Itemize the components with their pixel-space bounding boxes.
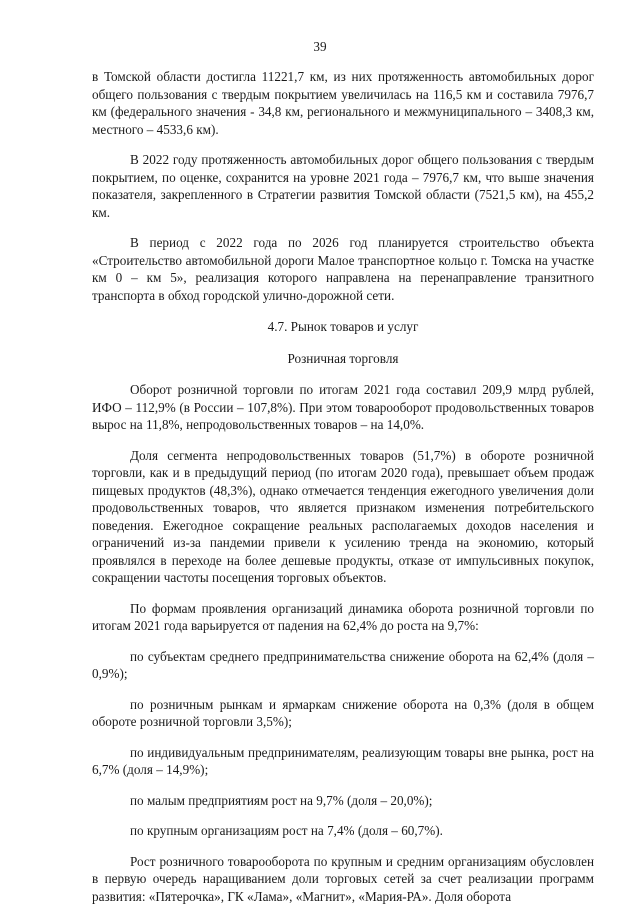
paragraph-retail-chains: Рост розничного товарооборота по крупным и средним организациям обусловлен в первую очередь наращиванием доли торговых сетей за счет реализации программ развития: «Пятерочка», ГК «Лама», «Магнит», «Мария-РА». Доля оборота (92, 853, 594, 904)
page-number: 39 (313, 39, 327, 54)
list-item: по индивидуальным предпринимателям, реализующим товары вне рынка, рост на 6,7% (доля – 14,9%); (92, 744, 594, 777)
paragraph-dynamics-intro: По формам проявления организаций динамика оборота розничной торговли по итогам 2021 года варьируется от падения на 62,4% до роста на 9,7%: (92, 600, 594, 633)
paragraph-nonfood-share: Доля сегмента непродовольственных товаров (51,7%) в обороте розничной торговли, как и в предыдущий период (по итогам 2020 года), превышает объем продаж пищевых продуктов (48,3%), однако отмечается тенденция ежегодного увеличения доли продовольственных товаров, что является признаком изменения потребительского поведения. Ежегодное сокращение реальных располагаемых доходов населения и ограничений из-за пандемии привели к усилению тренда на экономию, который проявлялся в переходе на более дешевые продукты, отказе от импульсивных покупок, сокращении частоты посещения торговых объектов. (92, 447, 594, 585)
section-heading: 4.7. Рынок товаров и услуг (267, 319, 419, 334)
list-item: по малым предприятиям рост на 9,7% (доля – 20,0%); (130, 792, 433, 808)
page-body (92, 68, 594, 905)
paragraph-road-length: в Томской области достигла 11221,7 км, из них протяженность автомобильных дорог общего пользования с твердым покрытием увеличилась на 116,5 км и составила 7976,7 км (федерального значения - 34,8 км, регионального и межмуниципального – 3408,3 км, местного – 4533,6 км). (92, 69, 594, 137)
subsection-heading: Розничная торговля (287, 350, 399, 366)
list-item: по субъектам среднего предпринимательства снижение оборота на 62,4% (доля – 0,9%); (92, 648, 594, 681)
paragraph-retail-turnover: Оборот розничной торговли по итогам 2021 года составил 209,9 млрд рублей, ИФО – 112,9% (в России – 107,8%). При этом товарооборот продовольственных товаров вырос на 11,8%, непродовольственных товаров – на 14,0%. (92, 382, 594, 432)
list-item: по розничным рынкам и ярмаркам снижение оборота на 0,3% (доля в общем обороте розничной торговли 3,5%); (92, 696, 594, 729)
paragraph-road-2022: В 2022 году протяженность автомобильных дорог общего пользования с твердым покрытием, по оценке, сохранится на уровне 2021 года – 7976,7 км, что выше значения показателя, закрепленного в Стратегии развития Томской области (7521,5 км), на 455,2 км. (92, 152, 594, 220)
paragraph-road-construction: В период с 2022 года по 2026 год планируется строительство объекта «Строительство автомобильной дороги Малое транспортное кольцо г. Томска на участке км 0 – км 5», реализация которого направлена на перенаправление транзитного транспорта в обход городской улично-дорожной сети. (92, 235, 594, 303)
list-item: по крупным организациям рост на 7,4% (доля – 60,7%). (130, 823, 443, 838)
